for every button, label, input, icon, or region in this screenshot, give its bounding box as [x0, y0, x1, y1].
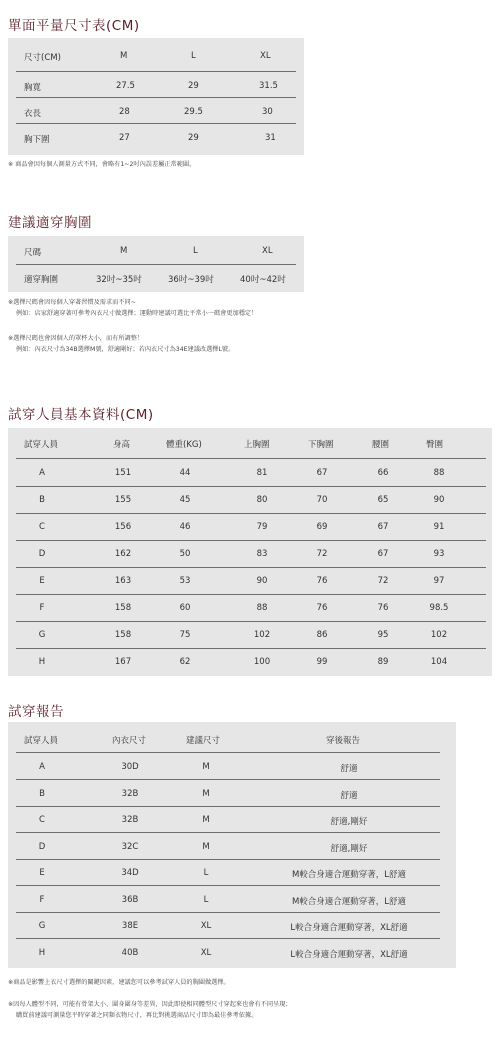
- divider: [16, 97, 296, 98]
- report-note: ※因每人體型不同，可能有骨架大小、圍身圍身等差異，因此即使相同體型尺寸穿起來也會有不同呈現；: [8, 1001, 292, 1008]
- tester-cell: 69: [316, 522, 328, 532]
- tester-cell: 158: [114, 630, 132, 640]
- report-id: C: [39, 815, 45, 825]
- report-id: F: [39, 894, 45, 905]
- tester-id: C: [39, 522, 45, 532]
- size-cell: 27: [119, 133, 130, 143]
- tester-cell: 76: [377, 603, 389, 613]
- tester-cell: 83: [256, 549, 268, 559]
- tester-header: 試穿人員: [24, 440, 59, 450]
- fit-header-l: L: [193, 246, 198, 256]
- tester-cell: 156: [114, 522, 132, 532]
- tester-id: F: [39, 603, 45, 613]
- divider: [16, 594, 486, 595]
- report-cell: M: [202, 762, 210, 772]
- size-header-label: 尺寸(CM): [24, 53, 61, 63]
- report-header: 內衣尺寸: [112, 736, 147, 746]
- report-id: D: [38, 841, 46, 852]
- tester-cell: 88: [433, 468, 445, 478]
- tester-cell: 99: [316, 657, 328, 667]
- divider: [16, 752, 440, 753]
- tester-cell: 90: [256, 576, 268, 586]
- fit-cell: 40吋~42吋: [240, 275, 286, 285]
- report-cell: 舒適: [340, 790, 358, 801]
- tester-id: H: [38, 657, 46, 667]
- report-cell: 34D: [121, 868, 139, 878]
- tester-cell: 155: [114, 495, 132, 505]
- fit-row-label: 適穿胸圍: [24, 275, 59, 285]
- tester-cell: 158: [114, 603, 132, 613]
- size-table-title: 單面平量尺寸表(CM): [8, 18, 140, 34]
- report-cell: M較合身適合運動穿著，L舒適: [291, 870, 407, 880]
- tester-title: 試穿人員基本資料(CM): [8, 407, 154, 423]
- tester-cell: 45: [179, 495, 191, 505]
- size-row-label: 胸下圍: [24, 135, 50, 145]
- divider: [16, 648, 486, 649]
- tester-cell: 88: [256, 603, 268, 613]
- report-cell: L: [203, 894, 209, 905]
- report-cell: XL: [200, 947, 212, 958]
- report-id: A: [39, 762, 45, 772]
- tester-cell: 91: [433, 522, 445, 532]
- size-cell: 29: [188, 81, 199, 91]
- tester-cell: 72: [316, 549, 328, 559]
- tester-cell: 89: [377, 657, 389, 667]
- fit-header-label: 尺碼: [24, 248, 42, 258]
- report-cell: M較合身適合運動穿著，L舒適: [291, 896, 407, 907]
- tester-cell: 66: [377, 468, 389, 478]
- tester-cell: 76: [316, 576, 328, 586]
- size-note: ※ 商品會因每個人測量方式不同，會略有1~2吋內誤差屬正常範圍。: [8, 161, 196, 168]
- report-cell: 舒適,剛好: [330, 843, 368, 854]
- tester-cell: 80: [256, 495, 268, 505]
- report-cell: 32C: [121, 841, 139, 852]
- size-cell: 29.5: [184, 107, 203, 117]
- report-id: G: [38, 921, 46, 931]
- tester-cell: 100: [253, 657, 271, 667]
- tester-header: 下胸圍: [308, 440, 334, 450]
- size-cell: 30: [262, 107, 273, 117]
- report-header: 試穿人員: [24, 736, 59, 746]
- tester-cell: 60: [179, 603, 191, 613]
- report-header: 建議尺寸: [186, 736, 221, 746]
- tester-header: 腰圍: [372, 440, 390, 450]
- report-cell: 32B: [121, 815, 139, 825]
- tester-cell: 46: [179, 522, 191, 532]
- divider: [16, 71, 296, 72]
- tester-cell: 163: [114, 576, 132, 586]
- size-header-l: L: [191, 51, 196, 61]
- divider: [16, 859, 440, 860]
- tester-cell: 53: [179, 576, 191, 586]
- tester-cell: 76: [316, 603, 328, 613]
- size-row-label: 衣長: [24, 109, 42, 119]
- divider: [16, 486, 486, 487]
- report-cell: L較合身適合運動穿著，XL舒適: [290, 949, 408, 960]
- tester-cell: 151: [114, 468, 132, 478]
- report-cell: 32B: [121, 788, 139, 799]
- report-cell: M: [202, 841, 210, 852]
- report-table: [8, 722, 456, 968]
- size-table: [8, 38, 304, 155]
- divider: [16, 621, 486, 622]
- report-cell: 40B: [121, 947, 139, 958]
- divider: [16, 806, 440, 807]
- tester-id: G: [38, 630, 46, 640]
- report-cell: L: [203, 868, 209, 878]
- report-cell: M: [202, 788, 210, 799]
- tester-cell: 102: [253, 630, 271, 640]
- divider: [16, 458, 486, 459]
- size-row-label: 胸寬: [24, 83, 42, 93]
- tester-cell: 98.5: [429, 603, 449, 613]
- fit-note: ※選擇尺碼也會因個人的罩杯大小，而有所調整！: [8, 335, 144, 342]
- tester-header: 體重(KG): [166, 440, 202, 450]
- tester-header: 臀圍: [426, 440, 444, 450]
- report-note: 購買前建議可測量您平時穿著之同類衣物尺寸，再比對挑選商品尺寸即為最佳參考依據。: [16, 1012, 258, 1019]
- fit-cell: 32吋~35吋: [96, 275, 142, 285]
- report-id: H: [38, 947, 46, 958]
- report-cell: 舒適: [340, 764, 358, 774]
- divider: [16, 938, 440, 939]
- size-cell: 27.5: [116, 81, 135, 91]
- tester-cell: 90: [433, 495, 445, 505]
- tester-header: 身高: [113, 440, 131, 450]
- tester-id: A: [39, 468, 45, 478]
- divider: [16, 832, 440, 833]
- fit-note: 例如：店家舒適穿著可參考內衣尺寸做選擇；運動時建議可選比平常小一碼會更加穩定！: [16, 310, 258, 317]
- fit-note: ※選擇尺碼會因每個人穿著習慣及需求而不同~: [8, 299, 136, 306]
- fit-header-m: M: [120, 246, 128, 256]
- divider: [16, 264, 296, 265]
- tester-cell: 79: [256, 522, 268, 532]
- report-cell: 舒適,剛好: [330, 817, 368, 827]
- fit-header-xl: XL: [262, 246, 273, 256]
- report-title: 試穿報告: [8, 704, 64, 720]
- tester-cell: 162: [114, 549, 132, 559]
- report-id: B: [39, 788, 45, 799]
- tester-header: 上胸圍: [244, 440, 270, 450]
- tester-id: D: [38, 549, 46, 559]
- tester-id: E: [39, 576, 45, 586]
- size-cell: 29: [188, 133, 199, 143]
- divider: [16, 540, 486, 541]
- report-id: E: [39, 868, 45, 878]
- tester-cell: 95: [377, 630, 389, 640]
- report-cell: 38E: [121, 921, 139, 931]
- tester-cell: 67: [377, 549, 389, 559]
- tester-cell: 44: [179, 468, 191, 478]
- divider: [16, 513, 486, 514]
- tester-table: [8, 428, 492, 676]
- divider: [16, 123, 296, 124]
- tester-cell: 104: [430, 657, 448, 667]
- tester-cell: 72: [377, 576, 389, 586]
- tester-id: B: [39, 495, 45, 505]
- tester-cell: 97: [433, 576, 445, 586]
- tester-cell: 65: [377, 495, 389, 505]
- tester-cell: 81: [256, 468, 268, 478]
- report-cell: 36B: [121, 894, 139, 905]
- report-cell: 30D: [121, 762, 139, 772]
- tester-cell: 50: [179, 549, 191, 559]
- fit-table: [8, 236, 304, 292]
- report-cell: M: [202, 815, 210, 825]
- report-header: 穿後報告: [326, 736, 361, 746]
- size-cell: 31: [265, 133, 276, 143]
- tester-cell: 70: [316, 495, 328, 505]
- fit-title: 建議適穿胸圍: [8, 215, 92, 231]
- size-header-xl: XL: [260, 51, 271, 61]
- divider: [16, 885, 440, 886]
- tester-cell: 67: [316, 468, 328, 478]
- tester-cell: 86: [316, 630, 328, 640]
- tester-cell: 93: [433, 549, 445, 559]
- size-cell: 28: [119, 107, 130, 117]
- report-cell: XL: [200, 921, 212, 931]
- fit-note: 例如：內衣尺寸為34B選擇M號，舒適剛好；若內衣尺寸為34E建議改選擇L號。: [16, 346, 235, 353]
- tester-cell: 62: [179, 657, 191, 667]
- divider: [16, 779, 440, 780]
- tester-cell: 67: [377, 522, 389, 532]
- tester-cell: 102: [430, 630, 448, 640]
- divider: [16, 912, 440, 913]
- tester-cell: 75: [179, 630, 191, 640]
- size-cell: 31.5: [259, 81, 278, 91]
- fit-cell: 36吋~39吋: [168, 275, 214, 285]
- report-cell: L較合身適合運動穿著，XL舒適: [290, 923, 408, 933]
- divider: [16, 567, 486, 568]
- tester-cell: 167: [114, 657, 132, 667]
- size-header-m: M: [120, 51, 128, 61]
- report-note: ※商品是影響上衣尺寸選擇的關鍵因素，建議您可以參考試穿人員的胸圍做選擇。: [8, 979, 230, 986]
